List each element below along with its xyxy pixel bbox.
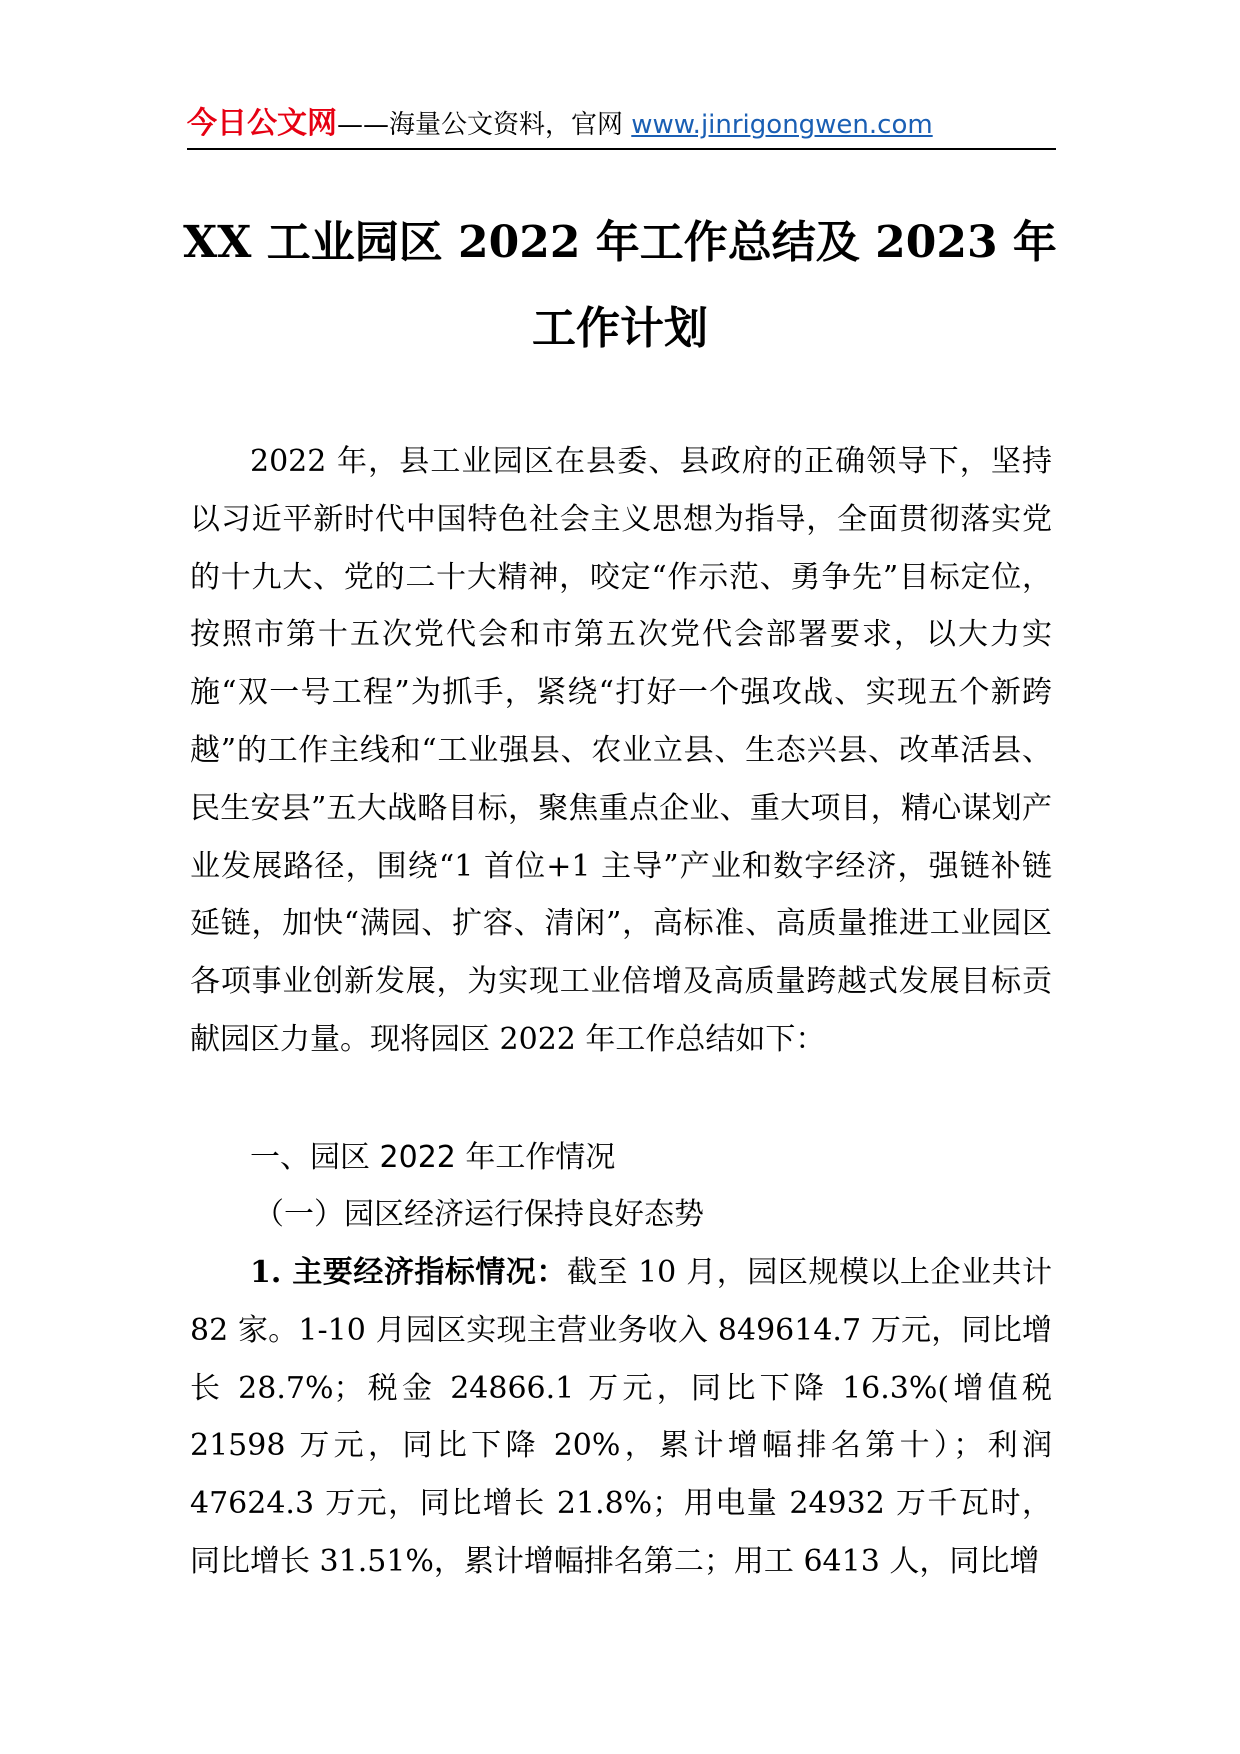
- site-header: [187, 102, 1056, 146]
- item-lead: 1. 主要经济指标情况：: [250, 1255, 567, 1290]
- site-name: 今日公文网: [187, 106, 337, 141]
- item-paragraph: [190, 1244, 1052, 1591]
- site-url-link[interactable]: www.jinrigongwen.com: [631, 110, 933, 140]
- item-text: 截至 10 月，园区规模以上企业共计 82 家。1-10 月园区实现主营业务收入 849614.7 万元，同比增长 28.7%；税金 24866.1 万元，同比下降 16.3%(增值税 21598 万元，同比下降 20%，累计增幅排名第十）；利润 47624.3 万元，同比增长 21.8%；用电量 24932 万千瓦时，同比增长 31.51%，累计增幅排名第二；用工 6413 人，同比增: [190, 1255, 1053, 1579]
- document-title: XX 工业园区 2022 年工作总结及 2023 年工作计划: [183, 217, 1057, 354]
- subsection-heading: （一）园区经济运行保持良好态势: [254, 1197, 704, 1232]
- header-dash: ——: [337, 110, 389, 140]
- section-heading: 一、园区 2022 年工作情况: [250, 1140, 616, 1175]
- intro-paragraph: 2022 年，县工业园区在县委、县政府的正确领导下，坚持以习近平新时代中国特色社会主义思想为指导，全面贯彻落实党的十九大、党的二十大精神，咬定“作示范、勇争先”目标定位，按照市第十五次党代会和市第五次党代会部署要求，以大力实施“双一号工程”为抓手，紧绕“打好一个强攻战、实现五个新跨越”的工作主线和“工业强县、农业立县、生态兴县、改革活县、民生安县”五大战略目标，聚焦重点企业、重大项目，精心谋划产业发展路径，围绕“1 首位+1 主导”产业和数字经济，强链补链延链，加快“满园、扩容、清闲”，高标准、高质量推进工业园区各项事业创新发展，为实现工业倍增及高质量跨越式发展目标贡献园区力量。现将园区 2022 年工作总结如下：: [190, 444, 1052, 1057]
- header-divider: [187, 148, 1056, 150]
- header-tagline: 海量公文资料，官网: [389, 110, 632, 140]
